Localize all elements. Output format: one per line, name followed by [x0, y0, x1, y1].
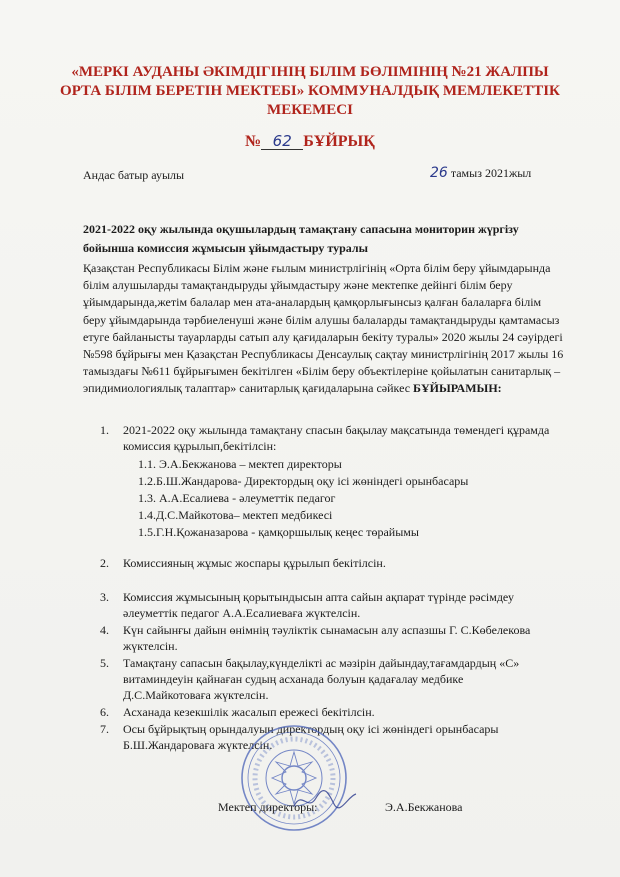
item-text-line: 2021-2022 оқу жылында тамақтану спасын бақылау мақсатында төмендегі құрамда	[123, 423, 550, 437]
order-title-text: БҰЙРЫҚ	[303, 133, 375, 150]
item-text-line: Д.С.Майкотоваға жүктелсін.	[123, 687, 269, 702]
item-number: 6.	[100, 705, 109, 719]
item-number: 2.	[100, 556, 109, 570]
order-item-1	[100, 423, 570, 455]
handwritten-signature-icon	[290, 786, 360, 814]
item-number: 4.	[100, 623, 109, 637]
subject-line-1: 2021-2022 оқу жылында оқушылардың тамақтану сапасына мониторин жүргізу	[83, 222, 519, 236]
official-seal-icon	[238, 722, 350, 834]
date-day-handwritten: 26	[430, 165, 448, 181]
order-item-5	[100, 656, 570, 703]
item-text-line: Асханада кезекшілік жасалып ережесі бекітілсін.	[123, 705, 375, 719]
school-header	[60, 63, 560, 120]
item-text-line: Комиссия жұмысының қорытындысын апта сайын ақпарат түрінде рәсімдеу	[123, 590, 514, 604]
item-text-line: әлеуметтік педагог А.А.Есалиеваға жүктелсін.	[123, 605, 361, 620]
header-line-3: МЕКЕМЕСІ	[267, 102, 353, 118]
item-text-line: жүктелсін.	[123, 638, 178, 653]
order-title	[0, 133, 620, 151]
item-number: 7.	[100, 722, 109, 736]
order-number-prefix: №	[245, 133, 262, 150]
commission-member: 1.5.Г.Н.Қожаназарова - қамқоршылық кеңес төрайымы	[138, 525, 419, 539]
preamble-emphasis: БҰЙЫРАМЫН:	[413, 381, 502, 396]
item-text-line: витаминдеуін қайнаған судың асханада болуын қадағалау медбике	[123, 671, 464, 686]
subject-line-2: бойынша комиссия жұмысын ұйымдастыру туралы	[83, 241, 368, 255]
place-name: Андас батыр ауылы	[83, 168, 185, 182]
order-date	[430, 165, 531, 181]
order-item-2	[100, 556, 570, 572]
item-number: 3.	[100, 590, 109, 604]
item-text-line: Күн сайынғы дайын өнімнің тәуліктік сынамасын алу аспазшы Г. С.Көбелекова	[123, 623, 531, 637]
date-month-year: тамыз 2021жыл	[450, 166, 532, 180]
order-item-6	[100, 705, 570, 721]
signature-name: Э.А.Бекжанова	[385, 800, 463, 814]
commission-member: 1.4.Д.С.Майкотова– мектеп медбикесі	[138, 508, 333, 522]
item-number: 5.	[100, 656, 109, 670]
commission-member: 1.1. Э.А.Бекжанова – мектеп директоры	[138, 457, 342, 471]
signature-title: Мектеп директоры:	[218, 800, 318, 814]
order-item-4	[100, 623, 570, 655]
item-text-line: Осы бұйрықтың орындалуын директордың оқу ісі жөніндегі орынбасары	[123, 722, 499, 736]
preamble-paragraph	[83, 260, 565, 398]
item-text-line: Б.Ш.Жандароваға жүктелсін.	[123, 737, 273, 752]
commission-member: 1.2.Б.Ш.Жандарова- Директордың оқу ісі жөніндегі орынбасары	[138, 474, 469, 488]
order-number-handwritten: 62	[261, 133, 303, 150]
item-number: 1.	[100, 423, 109, 437]
item-text-line: Комиссияның жұмыс жоспары құрылып бекітілсін.	[123, 556, 386, 570]
item-text-line: комиссия құрылып,бекітілсін:	[123, 438, 277, 453]
header-line-2: ОРТА БІЛІМ БЕРЕТІН МЕКТЕБІ» КОММУНАЛДЫҚ МЕМЛЕКЕТТІК	[60, 83, 560, 99]
header-line-1: «МЕРКІ АУДАНЫ ӘКІМДІГІНІҢ БІЛІМ БӨЛІМІНІҢ №21 ЖАЛПЫ	[71, 64, 549, 80]
commission-member: 1.3. А.А.Есалиева - әлеуметтік педагог	[138, 491, 336, 505]
item-text-line: Тамақтану сапасын бақылау,күнделікті ас мәзірін дайындау,тағамдардың «С»	[123, 656, 520, 670]
order-item-3	[100, 590, 570, 622]
order-subject	[83, 220, 563, 258]
preamble-text: Қазақстан Республикасы Білім және ғылым министрлігінің «Орта білім беру ұйымдарында білім алушыларды тамақтандыруды ұйымдастыру және мектепке дейінгі білім беру ұйымдарында,жетім балалар мен ата-аналардың қамқорлығынсыз қалған балаларға білім беру ұйымдарында тәрбиеленуші және білім алушы балаларды тамақтандыруды қамтамасыз етуге байланысты тауарларды сатып алу қағидаларын бекіту туралы» 2020 жылы 24 сәуірдегі №598 бұйрығы мен Қазақстан Республикасы Денсаулық сақтау министрлігінің 2017 жылы 16 тамыздағы №611 бұйрығымен бекітілген «Білім беру объектілеріне қойылатын санитарлық – эпидимиологиялық талаптар» санитарлық қағидаларына сәйкес	[83, 261, 564, 396]
